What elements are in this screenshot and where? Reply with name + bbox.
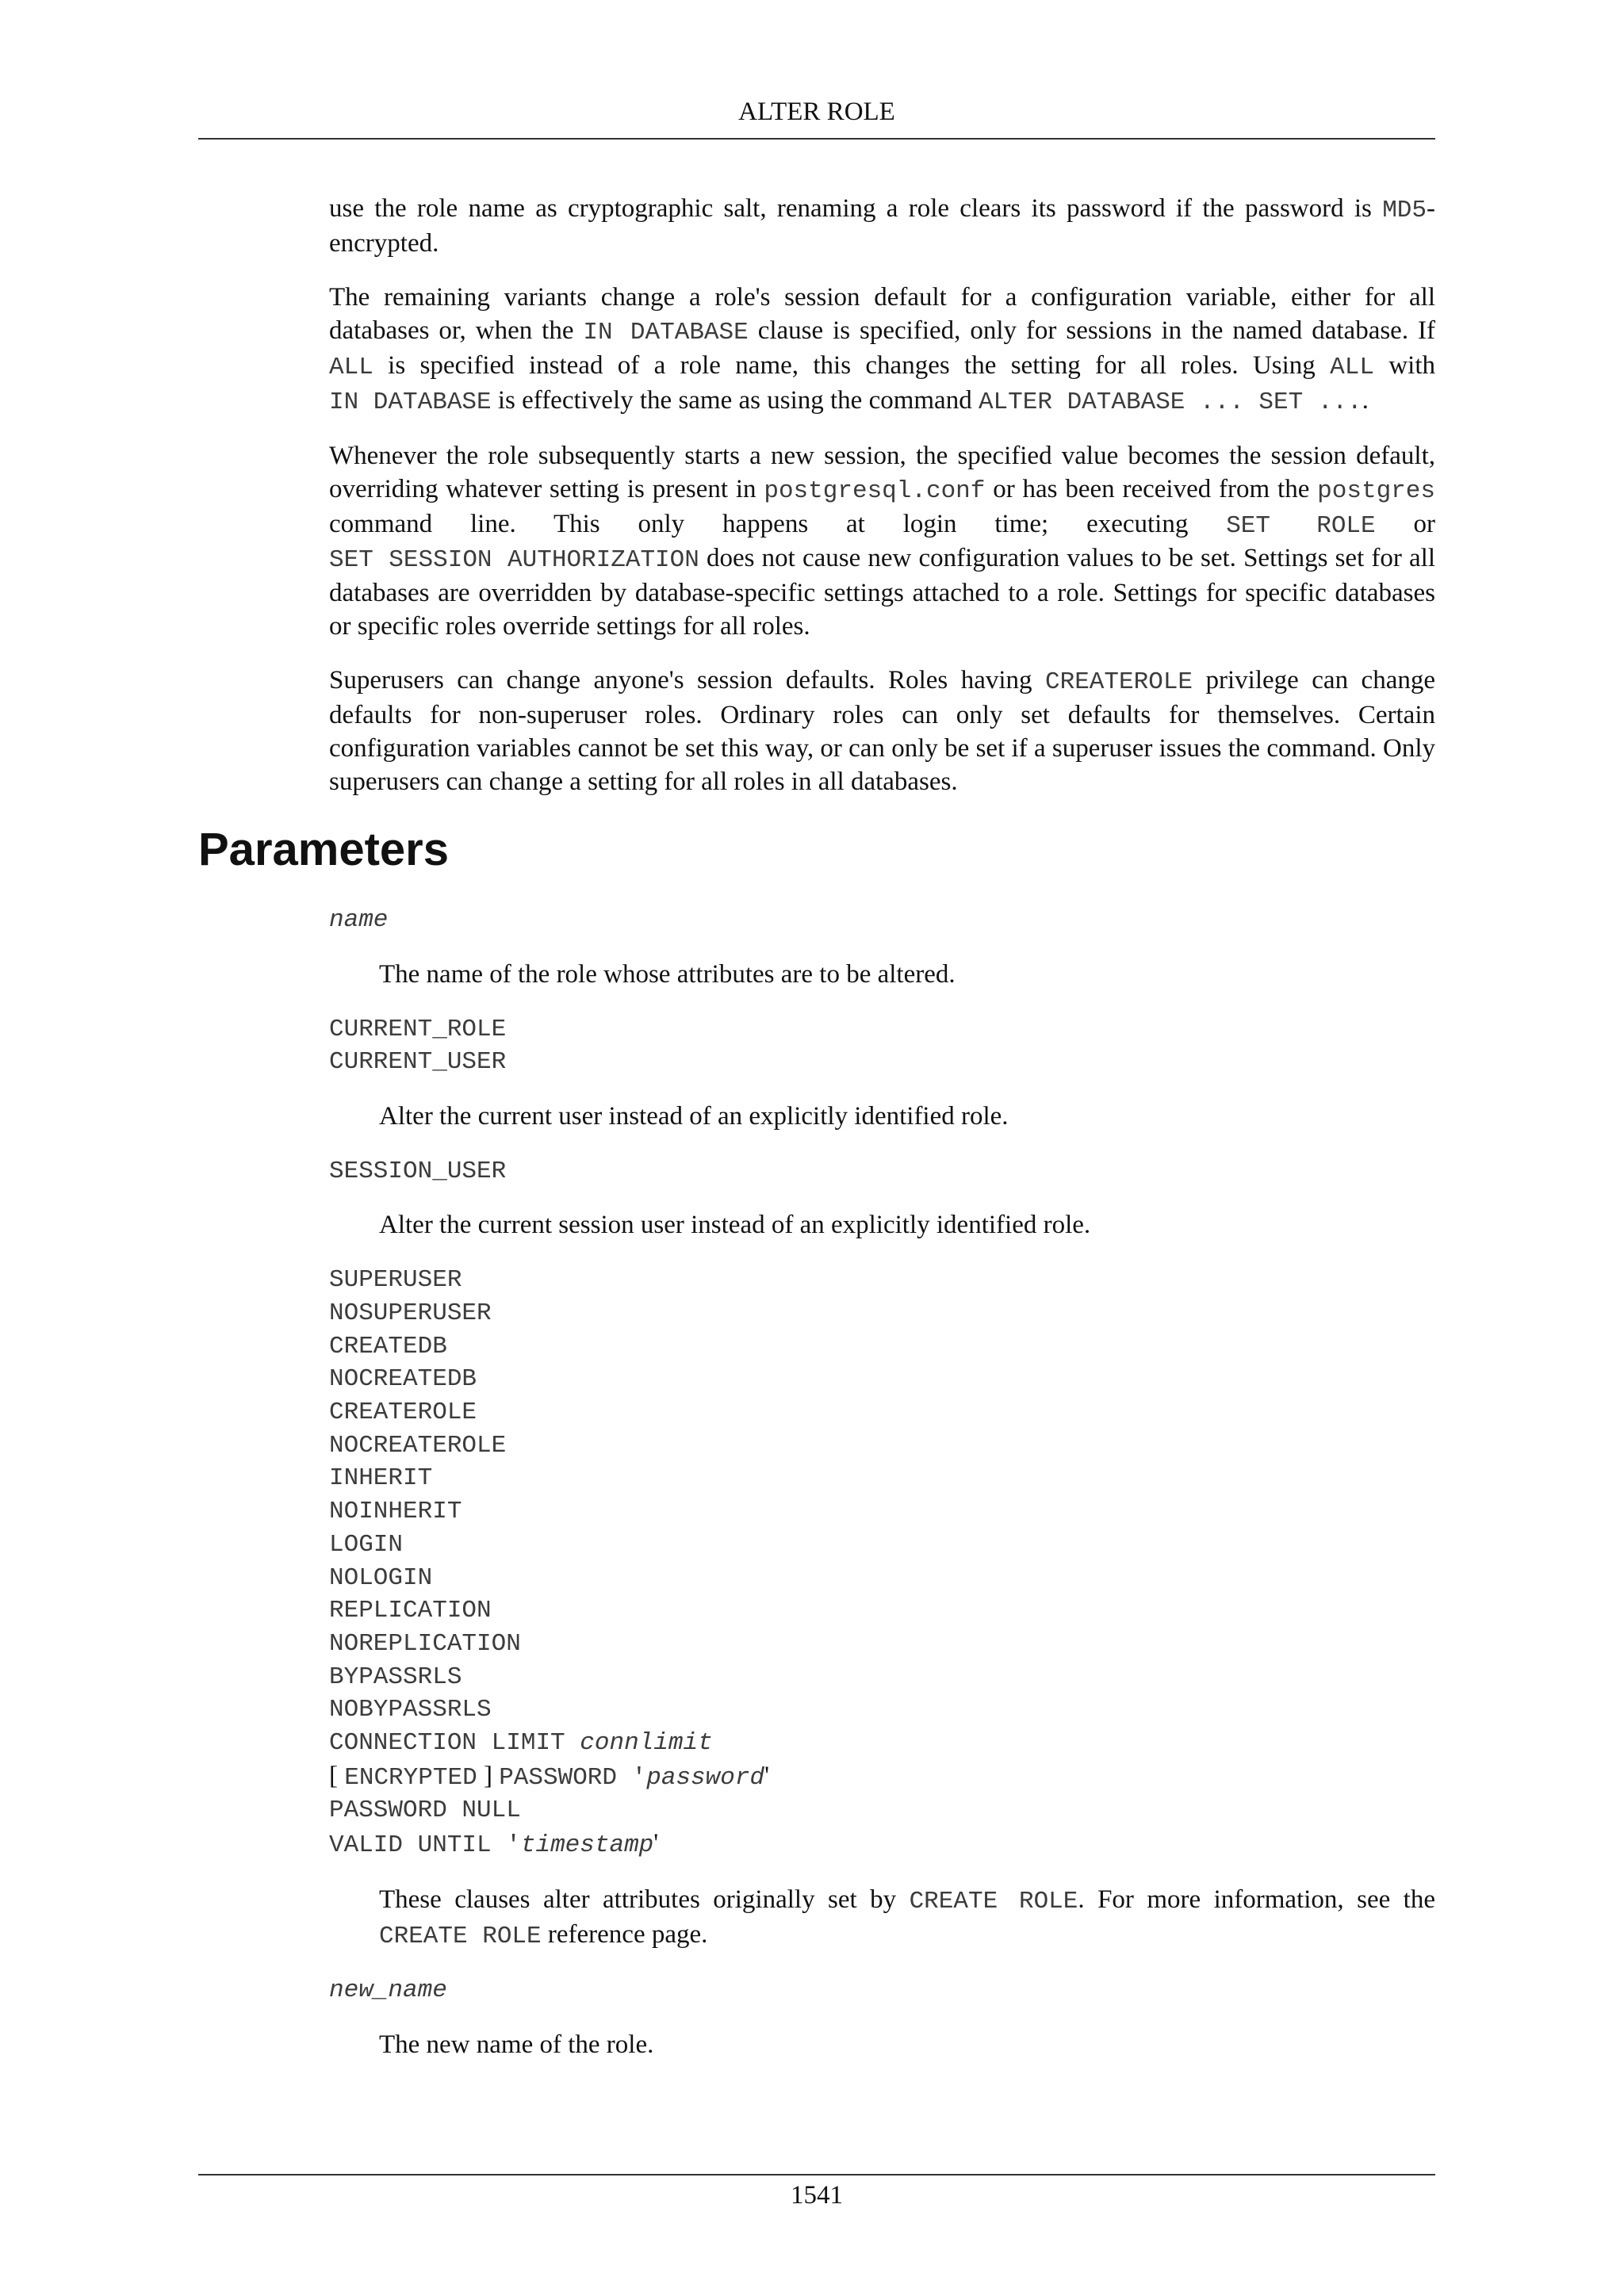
- param-desc-name: The name of the role whose attributes are to be altered.: [379, 959, 956, 989]
- code-in-database: IN DATABASE: [583, 319, 749, 347]
- term-attribute: NOREPLICATION: [329, 1629, 521, 1658]
- code-create-role: CREATE ROLE: [909, 1887, 1078, 1915]
- code-createrole: CREATEROLE: [1045, 668, 1193, 697]
- code-md5: MD5: [1382, 197, 1427, 224]
- footer-rule: [198, 2174, 1435, 2175]
- paragraph-superusers: Superusers can change anyone's session defaults. Roles having CREATEROLE privilege can change defaults for non-superuser roles. Ordinary roles can only set defaults for themselves. Certain configuration variables cannot be set this way, or can only be set if a superuser issues the command. Only superusers can change a setting for all roles in all databases.: [329, 666, 1435, 796]
- term-current-role: CURRENT_ROLE: [329, 1015, 507, 1043]
- term-attribute: LOGIN: [329, 1530, 404, 1559]
- term-attribute: INHERIT: [329, 1464, 433, 1493]
- paragraph-session-defaults: The remaining variants change a role's session default for a configuration variable, either for all databases or, when the IN DATABASE clause is specified, only for sessions in the named database. If ALL is specified instead of a role name, this changes the setting for all roles. Using ALL with IN DATABASE is effectively the same as using the command ALTER DATABASE ... SET ....: [329, 283, 1435, 416]
- code-all: ALL: [329, 353, 373, 381]
- term-attribute: NOBYPASSRLS: [329, 1696, 492, 1724]
- param-desc-new-name: The new name of the role.: [379, 2030, 654, 2059]
- param-desc-session-user: Alter the current session user instead of an explicitly identified role.: [379, 1211, 1091, 1240]
- param-term-new-name: new_name: [329, 1976, 447, 2005]
- term-attribute: SUPERUSER: [329, 1266, 462, 1295]
- code-create-role: CREATE ROLE: [379, 1922, 542, 1950]
- param-term-attributes: [329, 1264, 1435, 1862]
- code-alter-database: ALTER DATABASE ... SET ...: [978, 388, 1362, 416]
- term-attribute: REPLICATION: [329, 1597, 492, 1625]
- param-term-name: name: [329, 906, 389, 935]
- term-encrypted-password: [ ENCRYPTED ] PASSWORD 'password': [329, 1761, 770, 1792]
- term-attribute: NOSUPERUSER: [329, 1299, 492, 1327]
- code-postgres: postgres: [1317, 476, 1435, 505]
- param-term-current: [329, 1013, 1435, 1079]
- term-connection-limit: CONNECTION LIMIT connlimit: [329, 1729, 713, 1758]
- page-content: [198, 193, 1435, 2084]
- code-set-role: SET ROLE: [1226, 511, 1376, 540]
- param-desc-attributes: These clauses alter attributes originally set by CREATE ROLE. For more information, see the CREATE ROLE reference page.: [379, 1885, 1435, 1950]
- paragraph-md5: use the role name as cryptographic salt, renaming a role clears its password if the password is MD5-encrypted.: [329, 194, 1435, 258]
- code-all: ALL: [1330, 353, 1374, 381]
- term-attribute: NOINHERIT: [329, 1498, 462, 1526]
- term-attribute: CREATEDB: [329, 1332, 447, 1360]
- param-desc-current: Alter the current user instead of an explicitly identified role.: [379, 1102, 1009, 1131]
- term-current-user: CURRENT_USER: [329, 1048, 507, 1077]
- term-attribute: CREATEROLE: [329, 1398, 477, 1426]
- code-in-database: IN DATABASE: [329, 388, 492, 416]
- param-term-session-user: SESSION_USER: [329, 1157, 507, 1185]
- code-set-session-authorization: SET SESSION AUTHORIZATION: [329, 546, 699, 575]
- page-header: ALTER ROLE: [738, 98, 895, 126]
- page-number: 1541: [791, 2181, 843, 2210]
- term-valid-until: VALID UNTIL 'timestamp': [329, 1829, 659, 1860]
- term-attribute: NOLOGIN: [329, 1563, 433, 1592]
- paragraph-new-session: Whenever the role subsequently starts a new session, the specified value becomes the session default, overriding whatever setting is present in postgresql.conf or has been received from the postgres command line. This only happens at login time; executing SET ROLE or SET SESSION AUTHORIZATION does not cause new configuration values to be set. Settings set for all databases are overridden by database-specific settings attached to a role. Settings for specific databases or specific roles override settings for all roles.: [329, 442, 1435, 641]
- term-password-null: PASSWORD NULL: [329, 1797, 521, 1825]
- code-postgresql-conf: postgresql.conf: [764, 476, 986, 505]
- header-rule: [198, 138, 1435, 140]
- term-attribute: NOCREATEDB: [329, 1365, 477, 1394]
- term-attribute: BYPASSRLS: [329, 1663, 462, 1691]
- section-heading-parameters: Parameters: [198, 824, 449, 876]
- term-attribute: NOCREATEROLE: [329, 1431, 507, 1460]
